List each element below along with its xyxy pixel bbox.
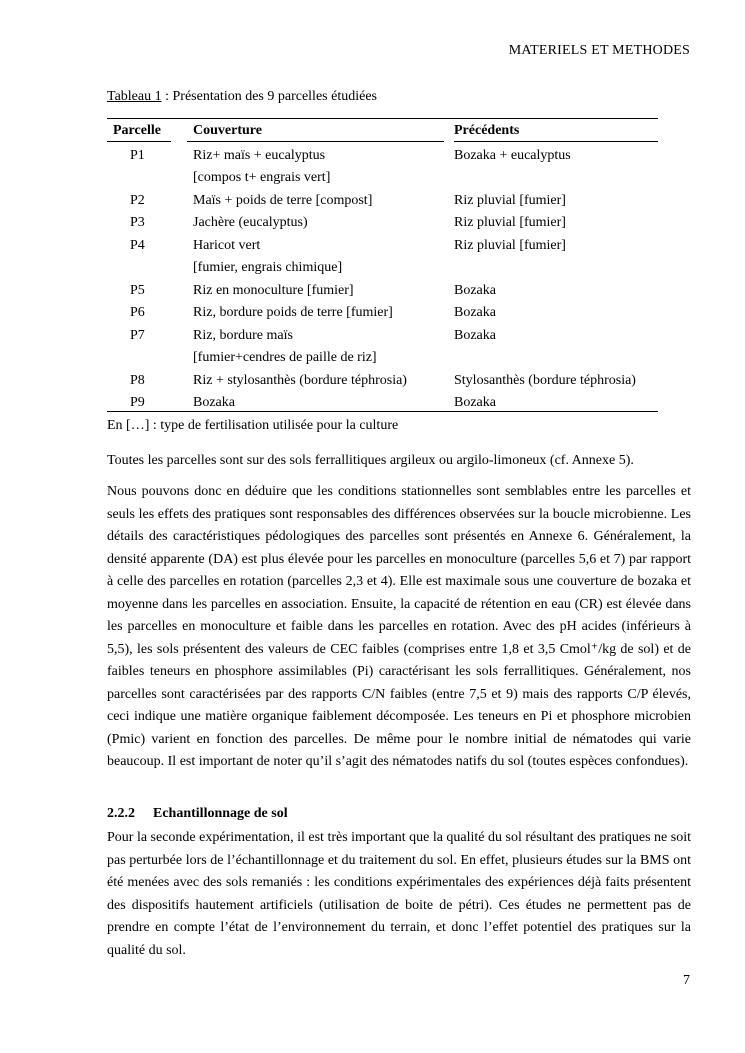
running-header: MATERIELS ET METHODES — [508, 43, 690, 58]
cell-couverture: Riz, bordure maïs — [193, 328, 293, 343]
cell-couverture: Riz+ maïs + eucalyptus — [193, 148, 326, 163]
cell-precedents: Bozaka — [454, 283, 496, 298]
cell-parcelle: P6 — [130, 305, 145, 320]
cell-parcelle: P8 — [130, 373, 145, 388]
cell-couverture: Maïs + poids de terre [compost] — [193, 193, 373, 208]
cell-couverture: [compos t+ engrais vert] — [193, 170, 331, 185]
cell-parcelle: P2 — [130, 193, 145, 208]
paragraph-caracteristiques: Nous pouvons donc en déduire que les conditions stationnelles sont semblables entre les parcelles et seuls les effets des pratiques sont responsables des différences observées sur la boucle microbienne. Les détails des caractéristiques pédologiques des parcelles sont présentés en Annexe 6. Généralement, la densité apparente (DA) est plus élevée pour les parcelles en monoculture (parcelles 5,6 et 7) par rapport à celle des parcelles en rotation (parcelles 2,3 et 4). Elle est maximale sous une couverture de bozaka et moyenne dans les parcelles en association. Ensuite, la capacité de rétention en eau (CR) est élevée dans les parcelles en monoculture et faible dans les parcelles en rotation. Avec des pH acides (inférieurs à 5,5), les sols présentent des valeurs de CEC faibles (comprises entre 1,8 et 3,5 Cmol⁺/kg de sol) et de faibles teneurs en phosphore assimilables (Pi) caractérisant les sols ferrallitiques. Généralement, nos parcelles sont caractérisées par des rapports C/N faibles (entre 7,5 et 9) mais des rapports C/P élevés, ceci indique une matière organique faiblement décomposée. Les teneurs en Pi et phosphore microbien (Pmic) varient en fonction des parcelles. De même pour le nombre initial de nématodes qui varie beaucoup. Il est important de noter qu’il s’agit des nématodes natifs du sol (toutes espèces confondues). — [107, 484, 691, 769]
section-heading — [107, 806, 288, 822]
header-rule — [454, 141, 658, 142]
cell-precedents: Stylosanthès (bordure téphrosia) — [454, 373, 636, 388]
cell-couverture: Riz, bordure poids de terre [fumier] — [193, 305, 393, 320]
cell-couverture: Riz en monoculture [fumier] — [193, 283, 354, 298]
cell-precedents: Riz pluvial [fumier] — [454, 238, 566, 253]
header-rule — [107, 141, 171, 142]
cell-couverture: [fumier+cendres de paille de riz] — [193, 350, 377, 365]
table-caption — [107, 89, 377, 105]
cell-parcelle: P4 — [130, 238, 145, 253]
cell-couverture: Bozaka — [193, 395, 235, 410]
cell-parcelle: P9 — [130, 395, 145, 410]
cell-precedents: Bozaka — [454, 395, 496, 410]
table-caption-text: : Présentation des 9 parcelles étudiées — [161, 89, 377, 104]
cell-precedents: Bozaka — [454, 328, 496, 343]
cell-parcelle: P1 — [130, 148, 145, 163]
cell-couverture: Riz + stylosanthès (bordure téphrosia) — [193, 373, 407, 388]
cell-precedents: Riz pluvial [fumier] — [454, 215, 566, 230]
header-couverture: Couverture — [193, 123, 262, 138]
table-caption-label: Tableau 1 — [107, 89, 162, 104]
paragraph-echantillonnage: Pour la seconde expérimentation, il est très important que la qualité du sol résultant des pratiques ne soit pas perturbée lors de l’échantillonnage et du traitement du sol. En effet, plusieurs études sur la BMS ont été menées avec des sols remaniés : les conditions expérimentales des expériences déjà faits présentent des dispositifs hautement artificiels (utilisation de boite de pétri). Ces études ne permettent pas de prendre en compte l’état de l’environnement du terrain, et donc l’effet potentiel des pratiques sur la qualité du sol. — [107, 830, 691, 958]
header-precedents: Précédents — [454, 123, 520, 138]
cell-parcelle: P3 — [130, 215, 145, 230]
cell-couverture: Jachère (eucalyptus) — [193, 215, 308, 230]
page-number: 7 — [683, 973, 690, 988]
cell-precedents: Riz pluvial [fumier] — [454, 193, 566, 208]
cell-couverture: Haricot vert — [193, 238, 261, 253]
table-note: En […] : type de fertilisation utilisée pour la culture — [107, 418, 399, 433]
cell-couverture: [fumier, engrais chimique] — [193, 260, 343, 275]
section-number: 2.2.2 — [107, 806, 135, 821]
header-rule — [187, 141, 444, 142]
paragraph-sols: Toutes les parcelles sont sur des sols ferrallitiques argileux ou argilo-limoneux (cf. Annexe 5). — [107, 453, 634, 468]
table-top-rule — [107, 118, 658, 119]
table-bottom-rule — [107, 411, 658, 412]
cell-precedents: Bozaka + eucalyptus — [454, 148, 571, 163]
cell-precedents: Bozaka — [454, 305, 496, 320]
section-title: Echantillonnage de sol — [153, 806, 288, 821]
header-parcelle: Parcelle — [113, 123, 161, 138]
cell-parcelle: P5 — [130, 283, 145, 298]
cell-parcelle: P7 — [130, 328, 145, 343]
